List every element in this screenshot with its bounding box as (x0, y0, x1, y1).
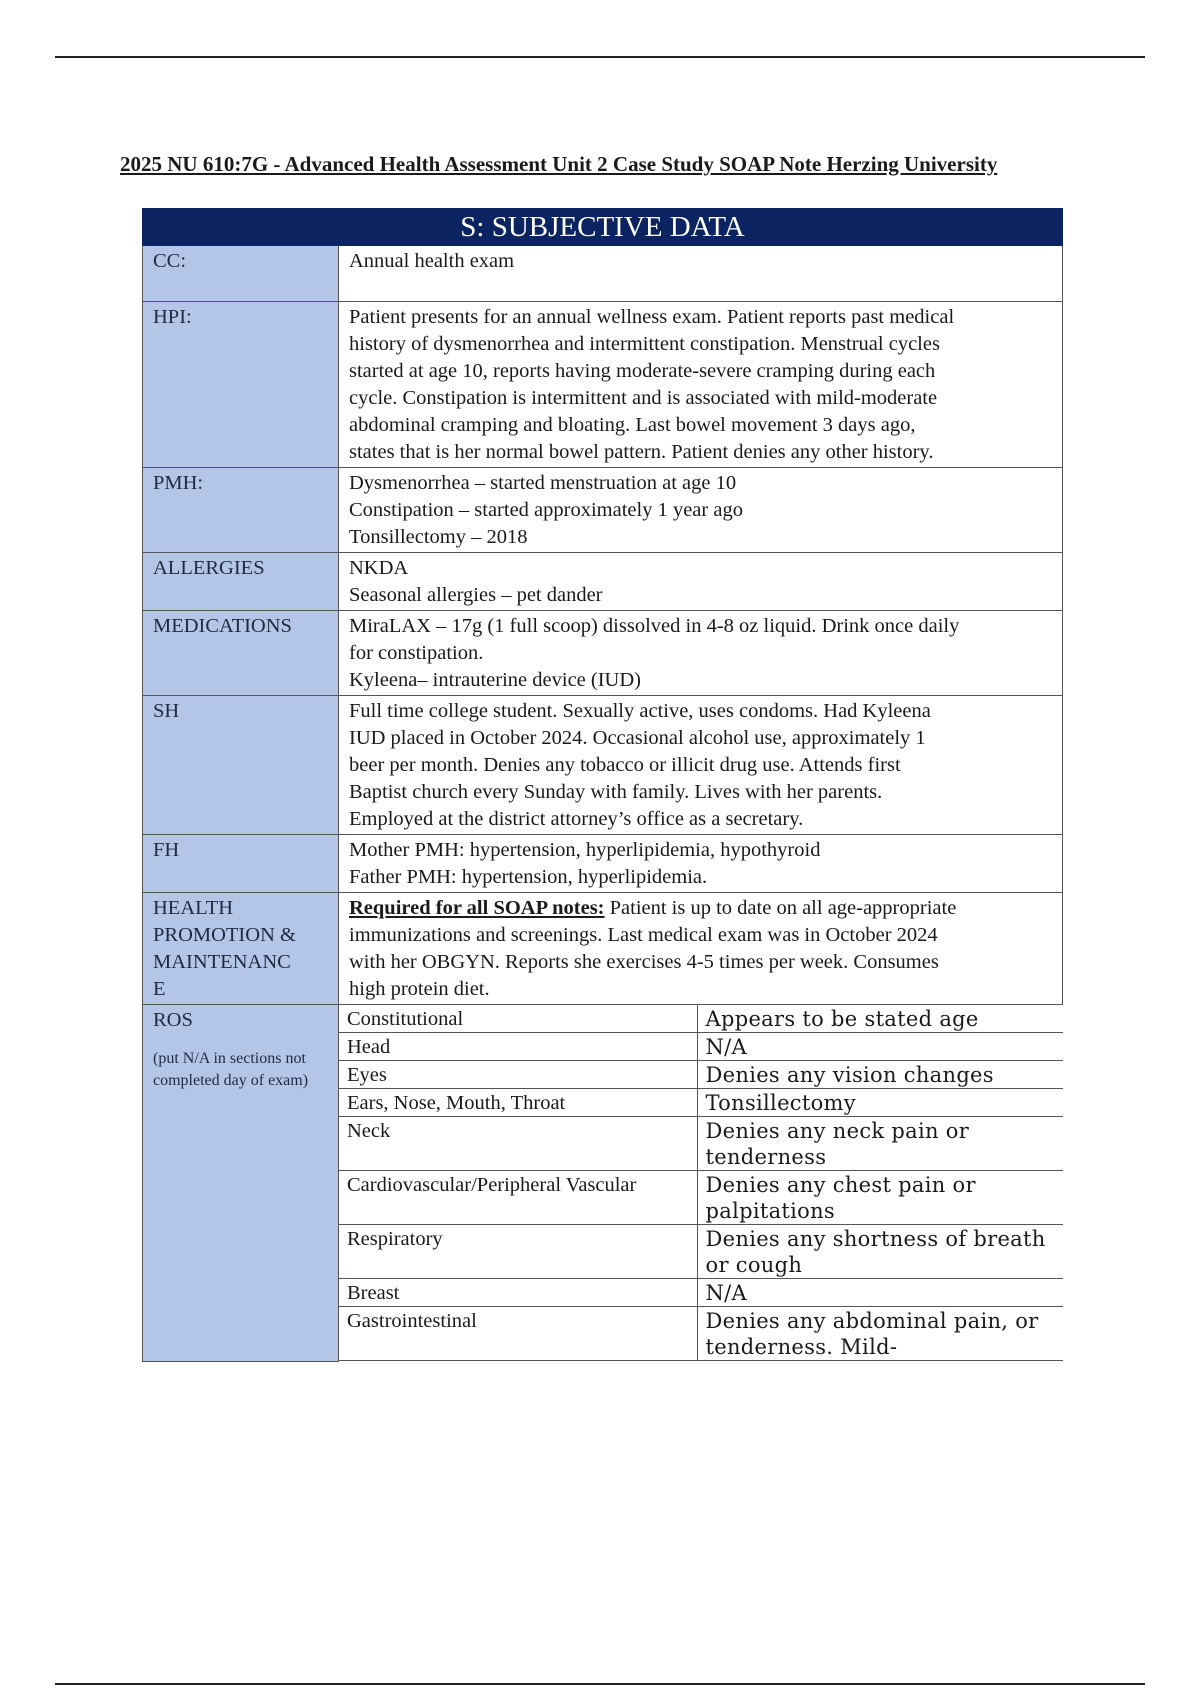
pmh-line: Dysmenorrhea – started menstruation at age 10 (349, 472, 737, 494)
value-medications (339, 611, 1063, 696)
ros-system: Breast (339, 1279, 697, 1307)
cc-line: Annual health exam (349, 250, 515, 272)
bottom-rule (55, 1683, 1145, 1685)
label-pmh: PMH: (143, 468, 339, 553)
hpi-line: history of dysmenorrhea and intermittent constipation. Menstrual cycles (349, 333, 940, 355)
label-sh: SH (143, 696, 339, 835)
row-ros (143, 1005, 1063, 1362)
allergies-line: NKDA (349, 557, 409, 579)
hp-line: with her OBGYN. Reports she exercises 4-5 times per week. Consumes (349, 951, 939, 973)
label-allergies: ALLERGIES (143, 553, 339, 611)
row-medications (143, 611, 1063, 696)
label-medications: MEDICATIONS (143, 611, 339, 696)
ros-system: Ears, Nose, Mouth, Throat (339, 1089, 697, 1117)
ros-grid-cell (339, 1005, 1063, 1362)
required-label: Required for all SOAP notes: (349, 897, 605, 919)
value-cc (339, 246, 1063, 302)
ros-row (339, 1005, 1063, 1033)
sh-line: Employed at the district attorney’s office as a secretary. (349, 808, 804, 830)
row-fh (143, 835, 1063, 893)
hpi-line: abdominal cramping and bloating. Last bowel movement 3 days ago, (349, 414, 916, 436)
label-hpi: HPI: (143, 302, 339, 468)
sh-line: beer per month. Denies any tobacco or illicit drug use. Attends first (349, 754, 901, 776)
ros-finding: Denies any neck pain or tenderness (697, 1117, 1063, 1171)
ros-finding: Appears to be stated age (697, 1005, 1063, 1033)
ros-finding: Tonsillectomy (697, 1089, 1063, 1117)
row-hpi (143, 302, 1063, 468)
ros-row (339, 1033, 1063, 1061)
fh-line: Mother PMH: hypertension, hyperlipidemia, hypothyroid (349, 839, 821, 861)
hp-line: high protein diet. (349, 978, 490, 1000)
ros-row (339, 1061, 1063, 1089)
ros-row (339, 1279, 1063, 1307)
ros-row (339, 1089, 1063, 1117)
ros-row (339, 1225, 1063, 1279)
top-rule (55, 56, 1145, 58)
ros-finding: Denies any vision changes (697, 1061, 1063, 1089)
ros-label: ROS (153, 1009, 193, 1031)
hp-label-line: E (153, 978, 166, 1000)
row-health-promotion (143, 893, 1063, 1005)
ros-finding: Denies any abdominal pain, or tenderness. Mild- (697, 1307, 1063, 1361)
ros-system: Head (339, 1033, 697, 1061)
value-allergies (339, 553, 1063, 611)
ros-note: (put N/A in sections not completed day of exam) (153, 1050, 309, 1089)
value-pmh (339, 468, 1063, 553)
medications-line: Kyleena– intrauterine device (IUD) (349, 669, 641, 691)
fh-line: Father PMH: hypertension, hyperlipidemia. (349, 866, 708, 888)
label-ros (143, 1005, 339, 1362)
pmh-line: Constipation – started approximately 1 year ago (349, 499, 743, 521)
ros-finding: Denies any shortness of breath or cough (697, 1225, 1063, 1279)
soap-table (142, 208, 1063, 1362)
value-health-promotion (339, 893, 1063, 1005)
label-cc: CC: (143, 246, 339, 302)
label-health-promotion (143, 893, 339, 1005)
ros-finding: N/A (697, 1279, 1063, 1307)
hp-label-line: HEALTH (153, 897, 234, 919)
ros-system: Respiratory (339, 1225, 697, 1279)
value-sh (339, 696, 1063, 835)
value-fh (339, 835, 1063, 893)
hpi-line: states that is her normal bowel pattern. Patient denies any other history. (349, 441, 934, 463)
row-allergies (143, 553, 1063, 611)
label-fh: FH (143, 835, 339, 893)
hp-first-line (349, 895, 1054, 922)
value-hpi (339, 302, 1063, 468)
document-title: 2025 NU 610:7G - Advanced Health Assessment Unit 2 Case Study SOAP Note Herzing University (120, 152, 998, 176)
hp-first-line-rest: Patient is up to date on all age-appropriate (604, 897, 957, 919)
medications-line: MiraLAX – 17g (1 full scoop) dissolved in 4-8 oz liquid. Drink once daily (349, 615, 960, 637)
ros-row (339, 1117, 1063, 1171)
ros-system: Constitutional (339, 1005, 697, 1033)
row-cc (143, 246, 1063, 302)
row-pmh (143, 468, 1063, 553)
sh-line: Full time college student. Sexually active, uses condoms. Had Kyleena (349, 700, 931, 722)
hp-label-line: MAINTENANC (153, 951, 291, 973)
allergies-line: Seasonal allergies – pet dander (349, 584, 603, 606)
ros-row (339, 1171, 1063, 1225)
sh-line: Baptist church every Sunday with family. Lives with her parents. (349, 781, 883, 803)
pmh-line: Tonsillectomy – 2018 (349, 526, 528, 548)
ros-finding: Denies any chest pain or palpitations (697, 1171, 1063, 1225)
ros-system: Neck (339, 1117, 697, 1171)
row-sh (143, 696, 1063, 835)
hp-label-line: PROMOTION & (153, 924, 296, 946)
ros-system: Gastrointestinal (339, 1307, 697, 1361)
medications-line: for constipation. (349, 642, 484, 664)
ros-table (339, 1005, 1063, 1361)
hp-line: immunizations and screenings. Last medical exam was in October 2024 (349, 924, 938, 946)
ros-system: Cardiovascular/Peripheral Vascular (339, 1171, 697, 1225)
ros-finding: N/A (697, 1033, 1063, 1061)
sh-line: IUD placed in October 2024. Occasional alcohol use, approximately 1 (349, 727, 926, 749)
hpi-line: cycle. Constipation is intermittent and is associated with mild-moderate (349, 387, 938, 409)
ros-row (339, 1307, 1063, 1361)
ros-system: Eyes (339, 1061, 697, 1089)
section-header: S: SUBJECTIVE DATA (143, 209, 1063, 246)
hpi-line: started at age 10, reports having moderate-severe cramping during each (349, 360, 936, 382)
hpi-line: Patient presents for an annual wellness exam. Patient reports past medical (349, 306, 955, 328)
